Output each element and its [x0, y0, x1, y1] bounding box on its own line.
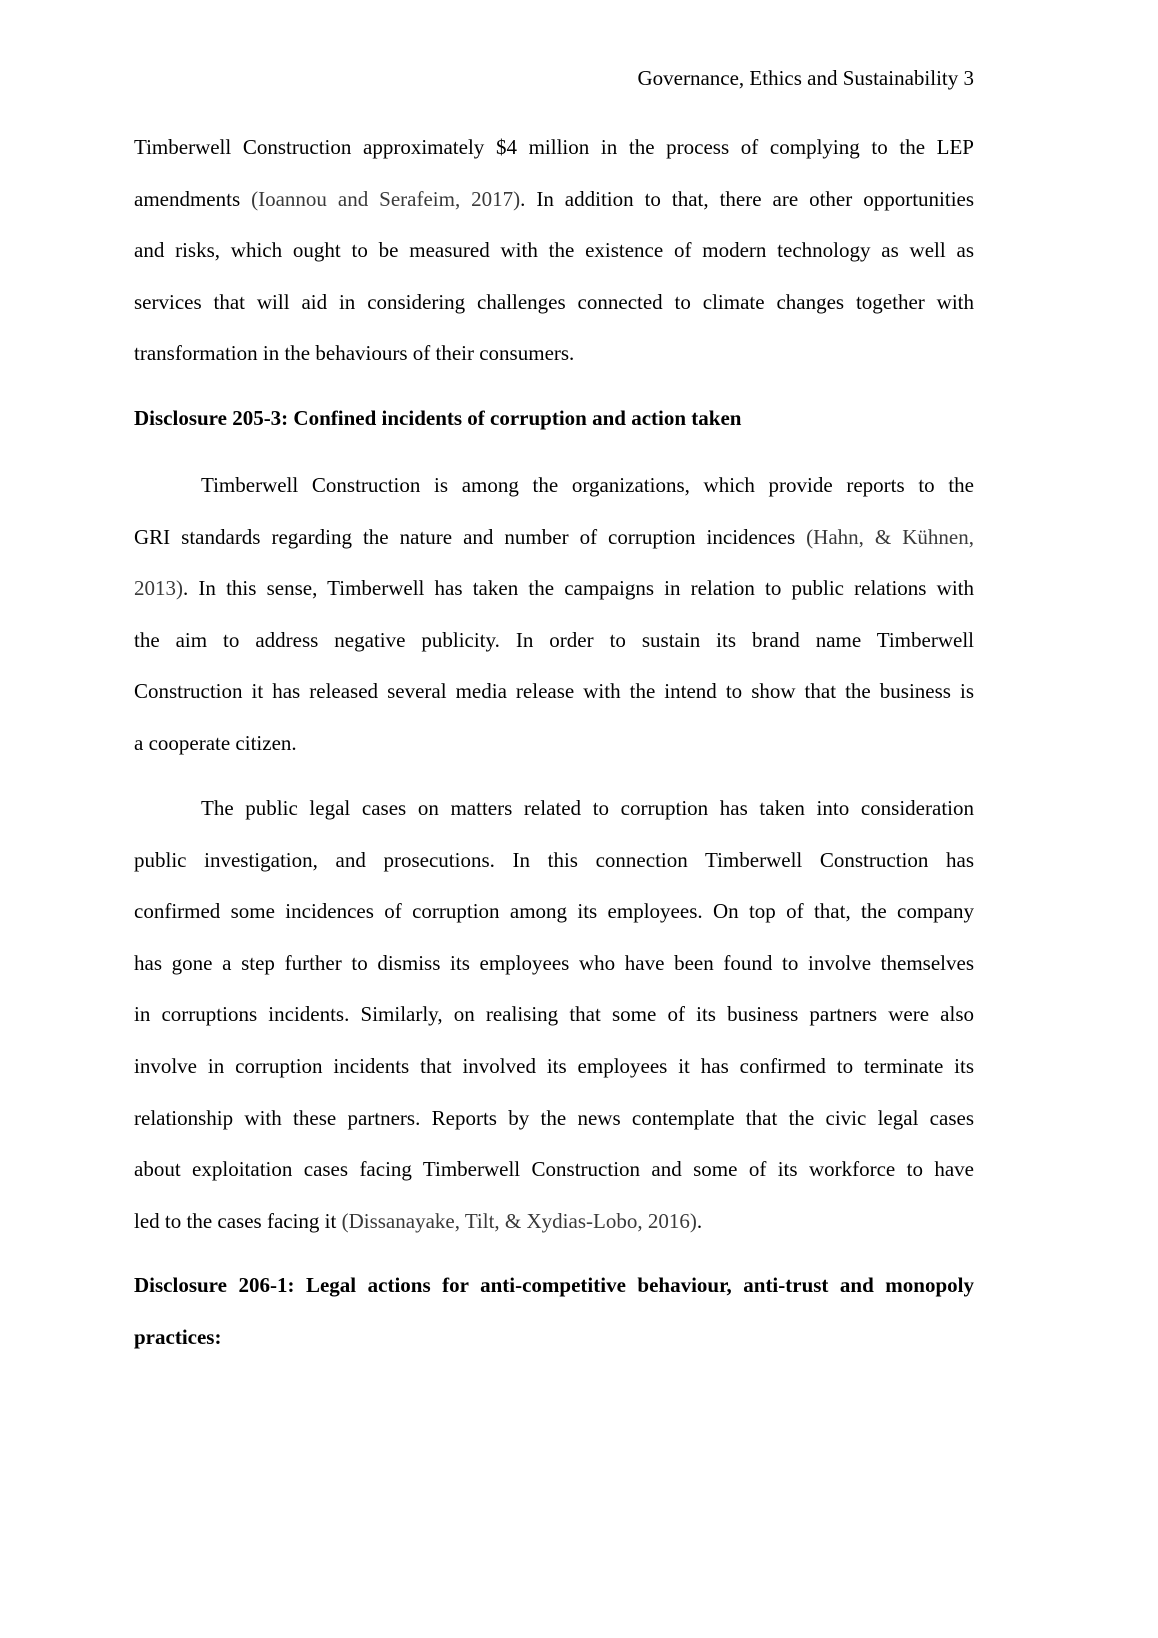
text-line — [134, 679, 974, 731]
text-line — [134, 899, 974, 951]
text-line — [134, 1106, 974, 1158]
text-segment: public investigation, and prosecutions. In this connection Timberwell Construction has — [134, 847, 974, 872]
text-line — [134, 1209, 974, 1261]
citation: (Dissanayake, Tilt, & Xydias-Lobo, 2016) — [341, 1208, 697, 1233]
running-head: Governance, Ethics and Sustainability 3 — [637, 66, 974, 90]
text-line — [134, 406, 974, 458]
text-segment: about exploitation cases facing Timberwell Construction and some of its workforce to have — [134, 1157, 974, 1182]
text-segment: confirmed some incidences of corruption among its employees. On top of that, the company — [134, 899, 974, 924]
text-segment: the aim to address negative publicity. In order to sustain its brand name Timberwell — [134, 627, 974, 652]
paragraph — [134, 135, 974, 393]
text-line — [134, 473, 974, 525]
text-segment: . In this sense, Timberwell has taken the campaigns in relation to public relations with — [183, 576, 974, 601]
text-segment: has gone a step further to dismiss its employees who have been found to involve themselves — [134, 950, 974, 975]
text-segment: involve in corruption incidents that involved its employees it has confirmed to terminate its — [134, 1053, 974, 1078]
text-line — [134, 1002, 974, 1054]
paragraph — [134, 473, 974, 783]
text-line — [134, 628, 974, 680]
text-segment: in corruptions incidents. Similarly, on realising that some of its business partners were also — [134, 1002, 974, 1027]
text-segment: Disclosure 205-3: Confined incidents of corruption and action taken — [134, 406, 742, 430]
text-segment: transformation in the behaviours of their consumers. — [134, 341, 575, 366]
text-segment: services that will aid in considering challenges connected to climate changes together with — [134, 289, 974, 314]
text-line — [134, 576, 974, 628]
section-heading — [134, 1273, 974, 1376]
text-segment: . — [696, 1208, 703, 1233]
text-segment: Timberwell Construction approximately $4 million in the process of complying to the LEP — [134, 135, 974, 159]
text-segment: Construction it has released several media release with the intend to show that the business is — [134, 679, 974, 704]
text-line — [134, 290, 974, 342]
text-segment: relationship with these partners. Reports by the news contemplate that the civic legal cases — [134, 1105, 974, 1130]
text-segment: The public legal cases on matters related to corruption has taken into consideration — [201, 796, 974, 820]
text-line — [134, 796, 974, 848]
text-segment: . In addition to that, there are other opportunities — [520, 186, 975, 211]
text-segment: a cooperate citizen. — [134, 730, 297, 755]
text-line — [134, 951, 974, 1003]
citation: 2013) — [134, 576, 183, 601]
text-line — [134, 1325, 974, 1377]
text-segment: Disclosure 206-1: Legal actions for anti-competitive behaviour, anti-trust and monopoly — [134, 1273, 974, 1297]
citation: (Ioannou and Serafeim, 2017) — [251, 186, 521, 211]
text-segment: and risks, which ought to be measured with the existence of modern technology as well as — [134, 238, 974, 263]
text-segment: led to the cases facing it — [134, 1208, 342, 1233]
text-segment: Timberwell Construction is among the organizations, which provide reports to the — [201, 473, 974, 497]
text-segment: amendments — [134, 186, 252, 211]
text-segment: practices: — [134, 1324, 222, 1349]
text-line — [134, 1273, 974, 1325]
text-line — [134, 238, 974, 290]
text-line — [134, 187, 974, 239]
text-line — [134, 525, 974, 577]
text-line — [134, 135, 974, 187]
text-line — [134, 848, 974, 900]
paragraph — [134, 796, 974, 1260]
section-heading — [134, 406, 974, 458]
text-line — [134, 1054, 974, 1106]
text-segment: GRI standards regarding the nature and number of corruption incidences — [134, 524, 807, 549]
text-line — [134, 341, 974, 393]
text-line — [134, 731, 974, 783]
text-line — [134, 1157, 974, 1209]
citation: (Hahn, & Kühnen, — [806, 524, 974, 549]
